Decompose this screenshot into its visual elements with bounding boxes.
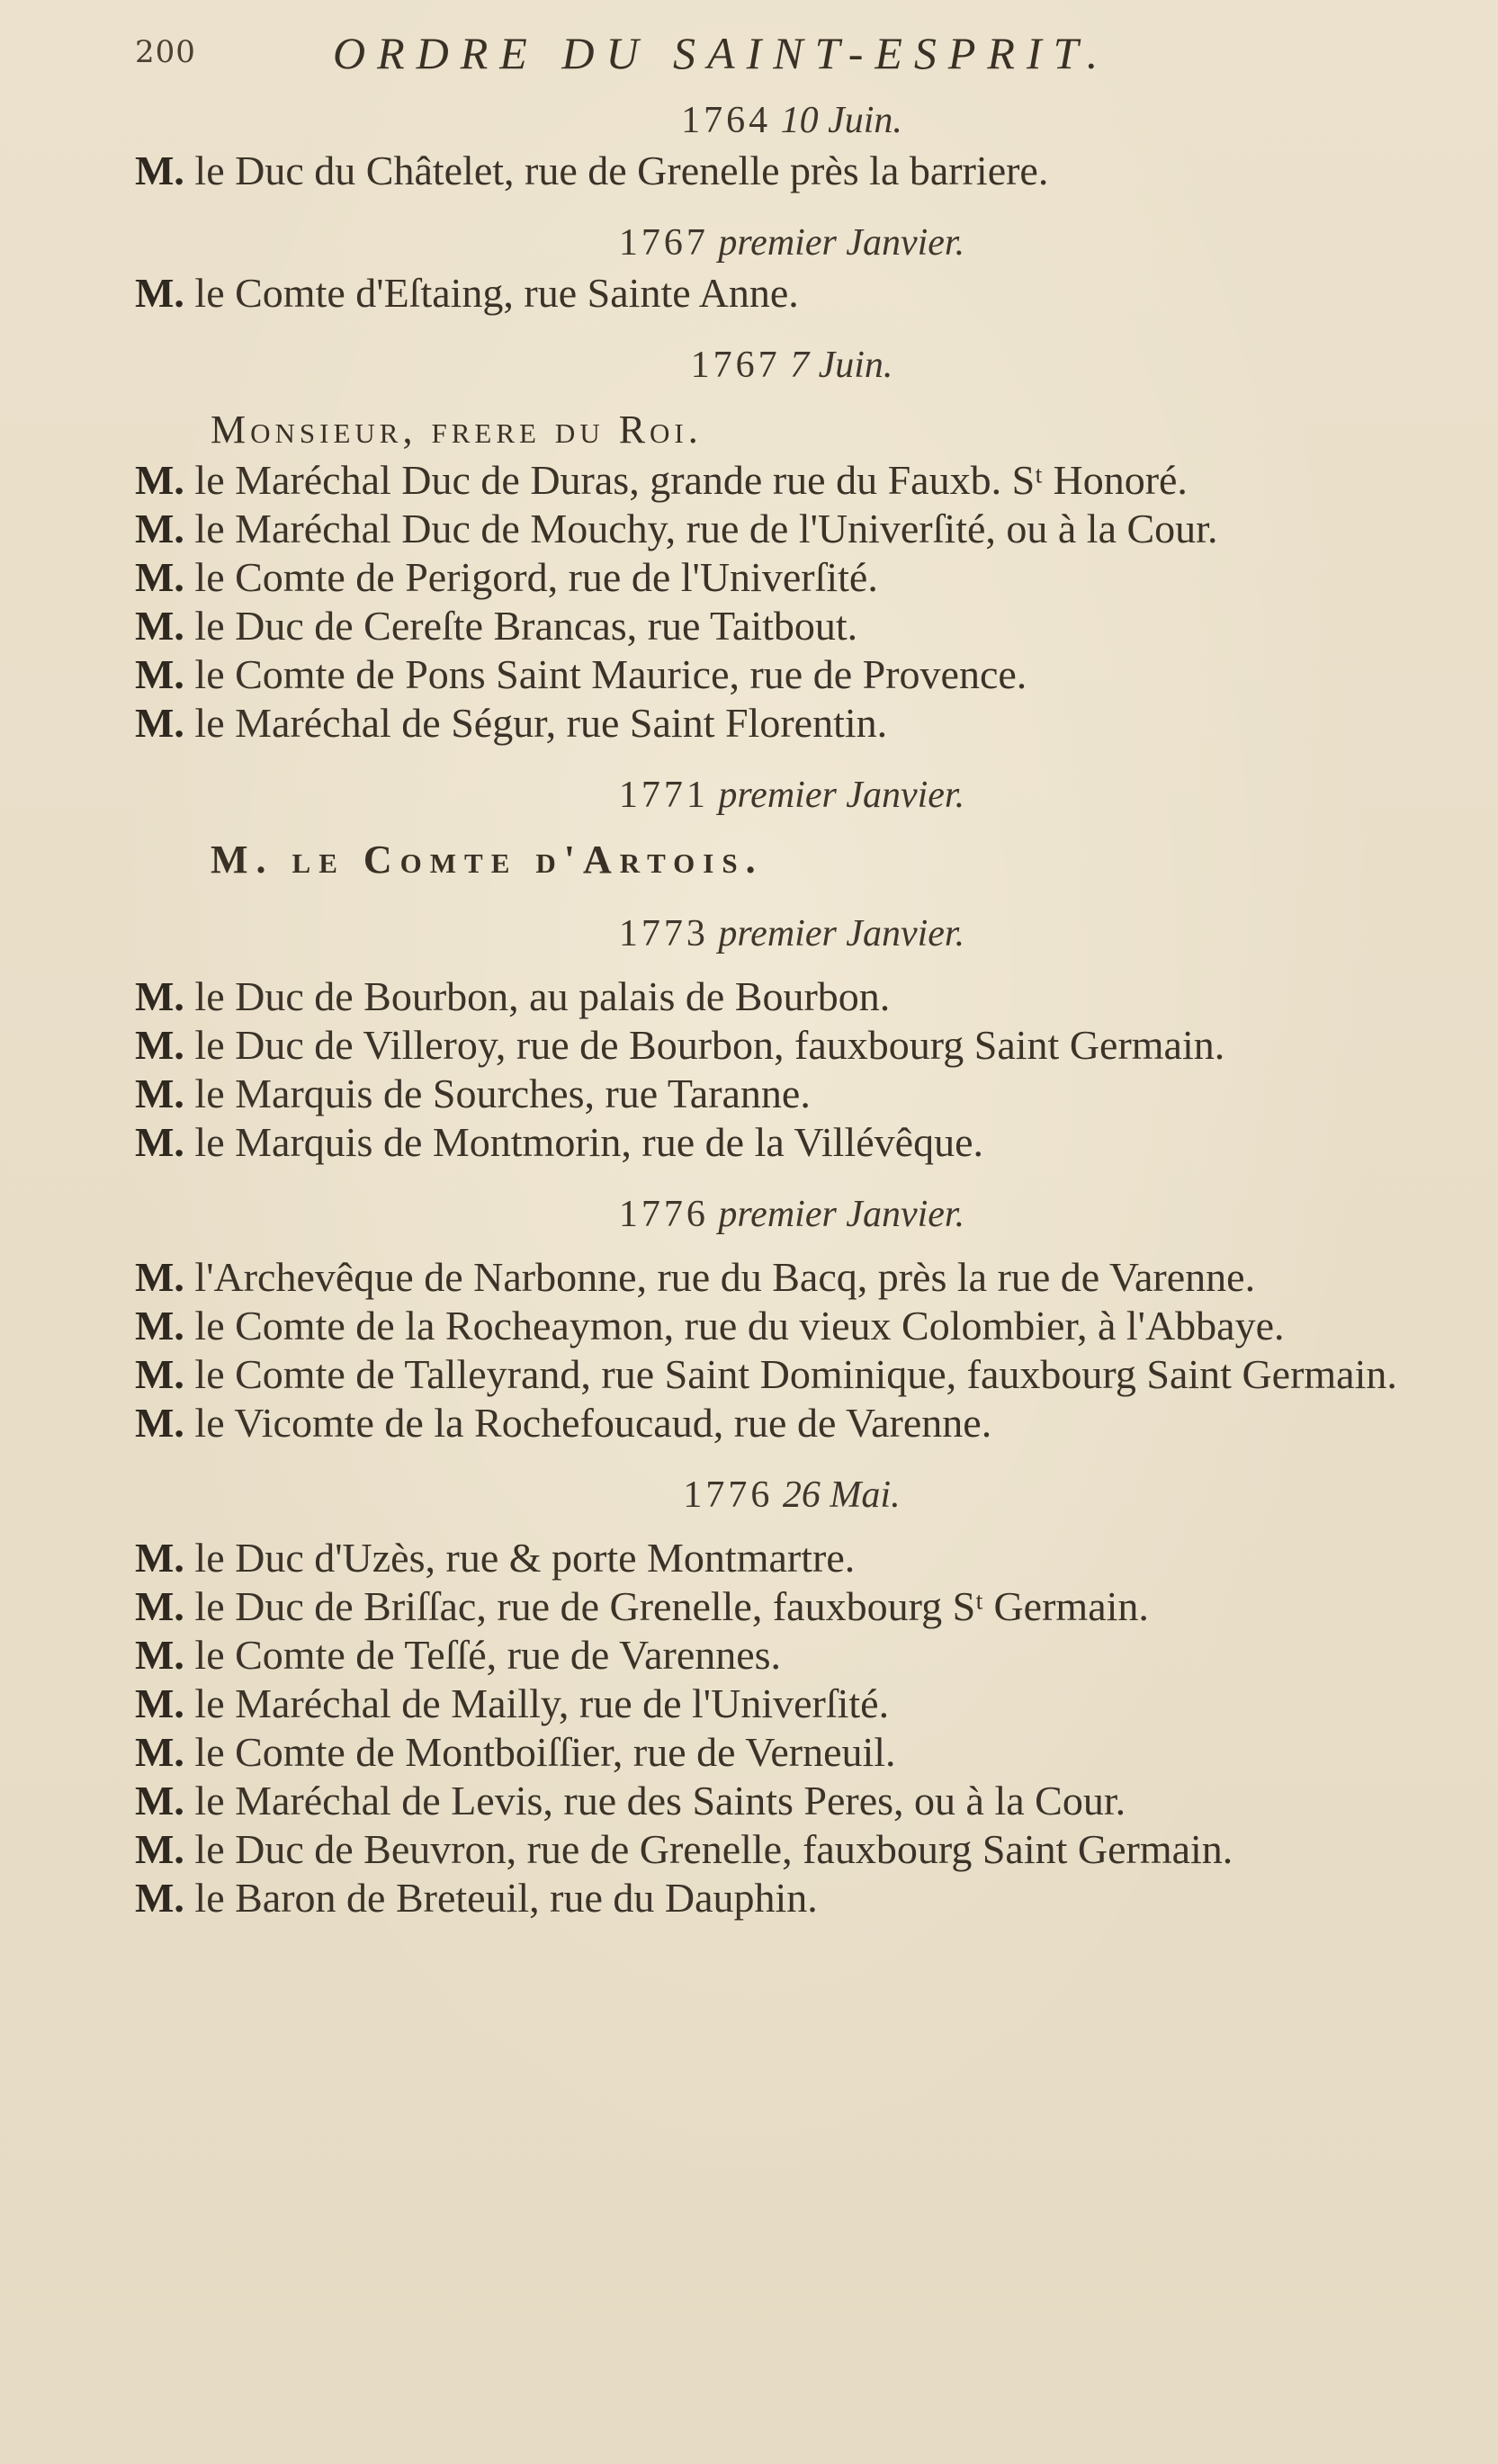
list-item (135, 1302, 1449, 1350)
section-date (135, 94, 1449, 147)
entry-text: le Duc du Châtelet, rue de Grenelle près la barriere. (194, 148, 1049, 193)
list-item (135, 269, 1449, 318)
date-day: premier Janvier. (718, 1194, 965, 1235)
date-day: premier Janvier. (718, 775, 965, 816)
date-day: 26 Mai. (782, 1474, 901, 1516)
section-date (135, 217, 1449, 269)
entry-prefix: M. (135, 700, 184, 746)
entry-text: le Comte de Pons Saint Maurice, rue de Provence. (194, 651, 1027, 697)
entry-text: le Duc de Beuvron, rue de Grenelle, fauxbourg Saint Germain. (194, 1826, 1233, 1872)
section-date (135, 769, 1449, 821)
date-year: 1776 (618, 1194, 709, 1235)
entry-prefix: M. (135, 973, 184, 1019)
entry-text: le Maréchal Duc de Mouchy, rue de l'Univerſité, ou à la Cour. (194, 506, 1218, 551)
special-entry-text: M. le Comte d'Artois. (211, 838, 764, 882)
entry-prefix: M. (135, 1583, 184, 1629)
entry-text: le Maréchal de Levis, rue des Saints Peres, ou à la Cour. (194, 1778, 1126, 1823)
list-item (135, 1825, 1449, 1874)
special-entry: Monsieur, frere du Roi. (211, 408, 703, 452)
running-head (135, 25, 1395, 79)
date-day: 7 Juin. (790, 345, 893, 386)
entry-prefix: M. (135, 1729, 184, 1775)
entry-text: le Maréchal de Mailly, rue de l'Univerſité. (194, 1680, 890, 1726)
list-item (135, 456, 1449, 505)
entry-prefix: M. (135, 1778, 184, 1823)
list-item (135, 602, 1449, 650)
list-item (135, 650, 1449, 699)
section-date (135, 1188, 1449, 1241)
entry-prefix: M. (135, 1303, 184, 1348)
entry-prefix: M. (135, 506, 184, 551)
entry-text: le Duc d'Uzès, rue & porte Montmartre. (194, 1535, 856, 1581)
list-item (135, 1777, 1449, 1825)
list-item (135, 1118, 1449, 1167)
entry-text: le Comte de Montboiſſier, rue de Verneuil. (194, 1729, 896, 1775)
entry-prefix: M. (135, 1535, 184, 1581)
date-year: 1771 (618, 775, 709, 816)
special-entry (135, 834, 1449, 886)
entry-text: le Marquis de Sourches, rue Taranne. (194, 1071, 811, 1116)
list-item (135, 553, 1449, 602)
list-item (135, 1728, 1449, 1777)
entry-prefix: M. (135, 1632, 184, 1678)
entry-text: le Comte de Perigord, rue de l'Univerſité. (194, 554, 878, 600)
entry-text: le Duc de Cereſte Brancas, rue Taitbout. (194, 603, 858, 649)
list-item (135, 1534, 1449, 1582)
entry-prefix: M. (135, 1875, 184, 1921)
entry-prefix: M. (135, 1351, 184, 1397)
entry-prefix: M. (135, 1680, 184, 1726)
section-date (135, 908, 1449, 960)
entry-prefix: M. (135, 1119, 184, 1165)
entry-text: le Comte de la Rocheaymon, rue du vieux Colombier, à l'Abbaye. (194, 1303, 1285, 1348)
date-year: 1764 (681, 100, 772, 141)
entry-prefix: M. (135, 1400, 184, 1446)
list-item (135, 972, 1449, 1021)
date-year: 1773 (618, 913, 709, 954)
list-item (135, 1582, 1449, 1631)
entry-prefix: M. (135, 1022, 184, 1068)
list-item (135, 1350, 1449, 1399)
list-item (135, 1399, 1449, 1447)
entry-prefix: M. (135, 603, 184, 649)
entry-prefix: M. (135, 148, 184, 193)
entry-prefix: M. (135, 554, 184, 600)
entry-text: le Comte d'Eſtaing, rue Sainte Anne. (194, 270, 799, 316)
entry-text: l'Archevêque de Narbonne, rue du Bacq, près la rue de Varenne. (194, 1254, 1256, 1300)
entry-text: le Duc de Bourbon, au palais de Bourbon. (194, 973, 891, 1019)
list-item (135, 1631, 1449, 1680)
section-date (135, 339, 1449, 391)
list-item (135, 1253, 1449, 1302)
entry-text: le Comte de Talleyrand, rue Saint Dominique, fauxbourg Saint Germain. (194, 1351, 1397, 1397)
entry-text: le Duc de Villeroy, rue de Bourbon, fauxbourg Saint Germain. (194, 1022, 1225, 1068)
date-year: 1767 (690, 345, 781, 386)
entry-text: le Marquis de Montmorin, rue de la Villévêque. (194, 1119, 983, 1165)
entry-prefix: M. (135, 1071, 184, 1116)
section-date (135, 1469, 1449, 1521)
entry-prefix: M. (135, 270, 184, 316)
entry-text: le Baron de Breteuil, rue du Dauphin. (194, 1875, 818, 1921)
list-item (135, 1021, 1449, 1070)
page-content (135, 94, 1449, 1922)
running-title: ORDRE DU SAINT-ESPRIT. (333, 28, 1110, 78)
date-day: premier Janvier. (718, 913, 965, 954)
date-day: premier Janvier. (718, 222, 965, 264)
entry-text: le Vicomte de la Rochefoucaud, rue de Varenne. (194, 1400, 992, 1446)
entry-prefix: M. (135, 1254, 184, 1300)
entry-text: le Maréchal de Ségur, rue Saint Florentin. (194, 700, 888, 746)
entry-text: le Comte de Teſſé, rue de Varennes. (194, 1632, 782, 1678)
entry-prefix: M. (135, 457, 184, 503)
date-year: 1776 (683, 1474, 774, 1516)
entry-text: le Duc de Briſſac, rue de Grenelle, fauxbourg Sᵗ Germain. (194, 1583, 1149, 1629)
entry-prefix: M. (135, 1826, 184, 1872)
list-item (135, 1874, 1449, 1922)
entry-prefix: M. (135, 651, 184, 697)
list-item (135, 505, 1449, 553)
page-number: 200 (135, 34, 196, 70)
date-day: 10 Juin. (780, 100, 902, 141)
entry-text: le Maréchal Duc de Duras, grande rue du Fauxb. Sᵗ Honoré. (194, 457, 1188, 503)
list-item (135, 147, 1449, 195)
list-item (135, 699, 1449, 748)
list-item (135, 1070, 1449, 1118)
list-item (135, 1680, 1449, 1728)
date-year: 1767 (618, 222, 709, 264)
